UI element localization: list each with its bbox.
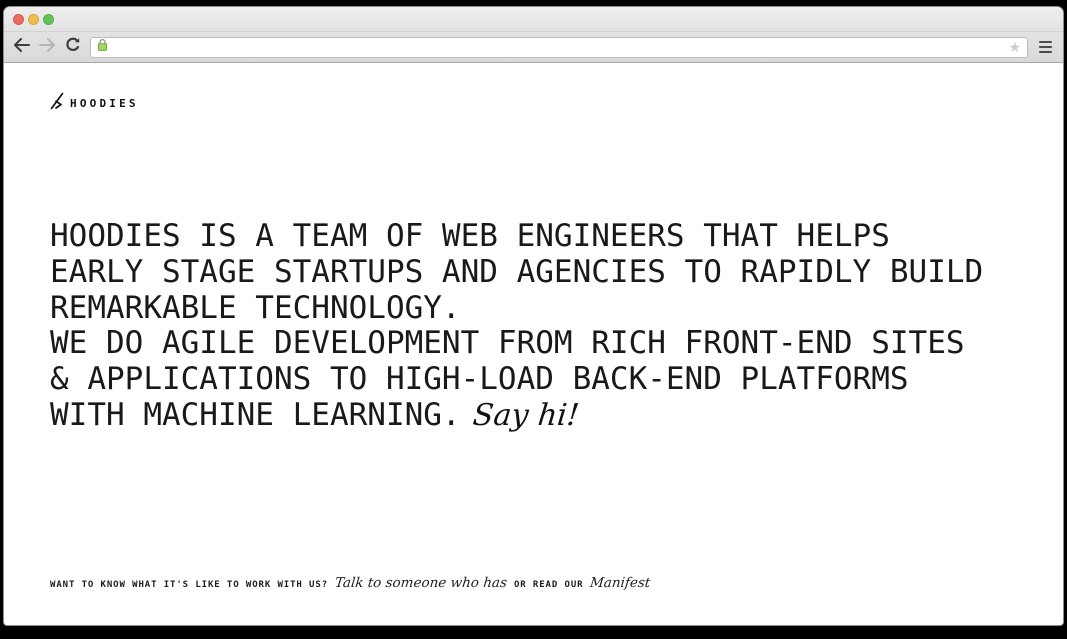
- code-slash-logo-icon: [50, 92, 66, 115]
- browser-window: [4, 7, 1063, 625]
- reload-button[interactable]: [65, 37, 81, 58]
- say-hi-link[interactable]: Say hi!: [470, 397, 581, 433]
- maximize-window-button[interactable]: [43, 14, 54, 25]
- forward-button[interactable]: [39, 38, 56, 57]
- headline-line: & APPLICATIONS TO HIGH-LOAD BACK-END PLATFORMS: [50, 361, 909, 398]
- browser-titlebar: [4, 7, 1063, 32]
- back-button[interactable]: [13, 38, 30, 57]
- manifest-link[interactable]: Manifest: [589, 575, 652, 591]
- page-footer: [50, 575, 651, 591]
- ssl-lock-icon[interactable]: [97, 38, 108, 57]
- bookmark-star-icon[interactable]: ★: [1008, 39, 1021, 55]
- page-content: [4, 63, 1063, 625]
- reload-icon: [65, 37, 81, 58]
- headline-line: EARLY STAGE STARTUPS AND AGENCIES TO RAPIDLY BUILD: [50, 253, 984, 290]
- menu-icon[interactable]: [1037, 39, 1054, 56]
- browser-toolbar: [4, 32, 1063, 63]
- back-arrow-icon: [13, 38, 30, 57]
- headline-line: WITH MACHINE LEARNING.: [50, 396, 461, 433]
- footer-question: WANT TO KNOW WHAT IT'S LIKE TO WORK WITH US?: [50, 580, 329, 590]
- address-bar[interactable]: [90, 37, 1028, 58]
- headline-line: REMARKABLE TECHNOLOGY.: [50, 289, 461, 326]
- headline-line: HOODIES IS A TEAM OF WEB ENGINEERS THAT HELPS: [50, 218, 890, 254]
- headline: [50, 219, 983, 434]
- headline-last-line: [50, 398, 983, 434]
- minimize-window-button[interactable]: [28, 14, 39, 25]
- footer-or-read-our: OR READ OUR: [513, 580, 584, 590]
- url-input[interactable]: [114, 39, 1002, 56]
- headline-line: WE DO AGILE DEVELOPMENT FROM RICH FRONT-END SITES: [50, 325, 965, 362]
- talk-to-someone-link[interactable]: Talk to someone who has: [334, 575, 508, 591]
- logo-text: HOODIES: [70, 97, 139, 110]
- close-window-button[interactable]: [13, 14, 24, 25]
- hoodies-logo[interactable]: [50, 92, 139, 115]
- forward-arrow-icon: [39, 38, 56, 57]
